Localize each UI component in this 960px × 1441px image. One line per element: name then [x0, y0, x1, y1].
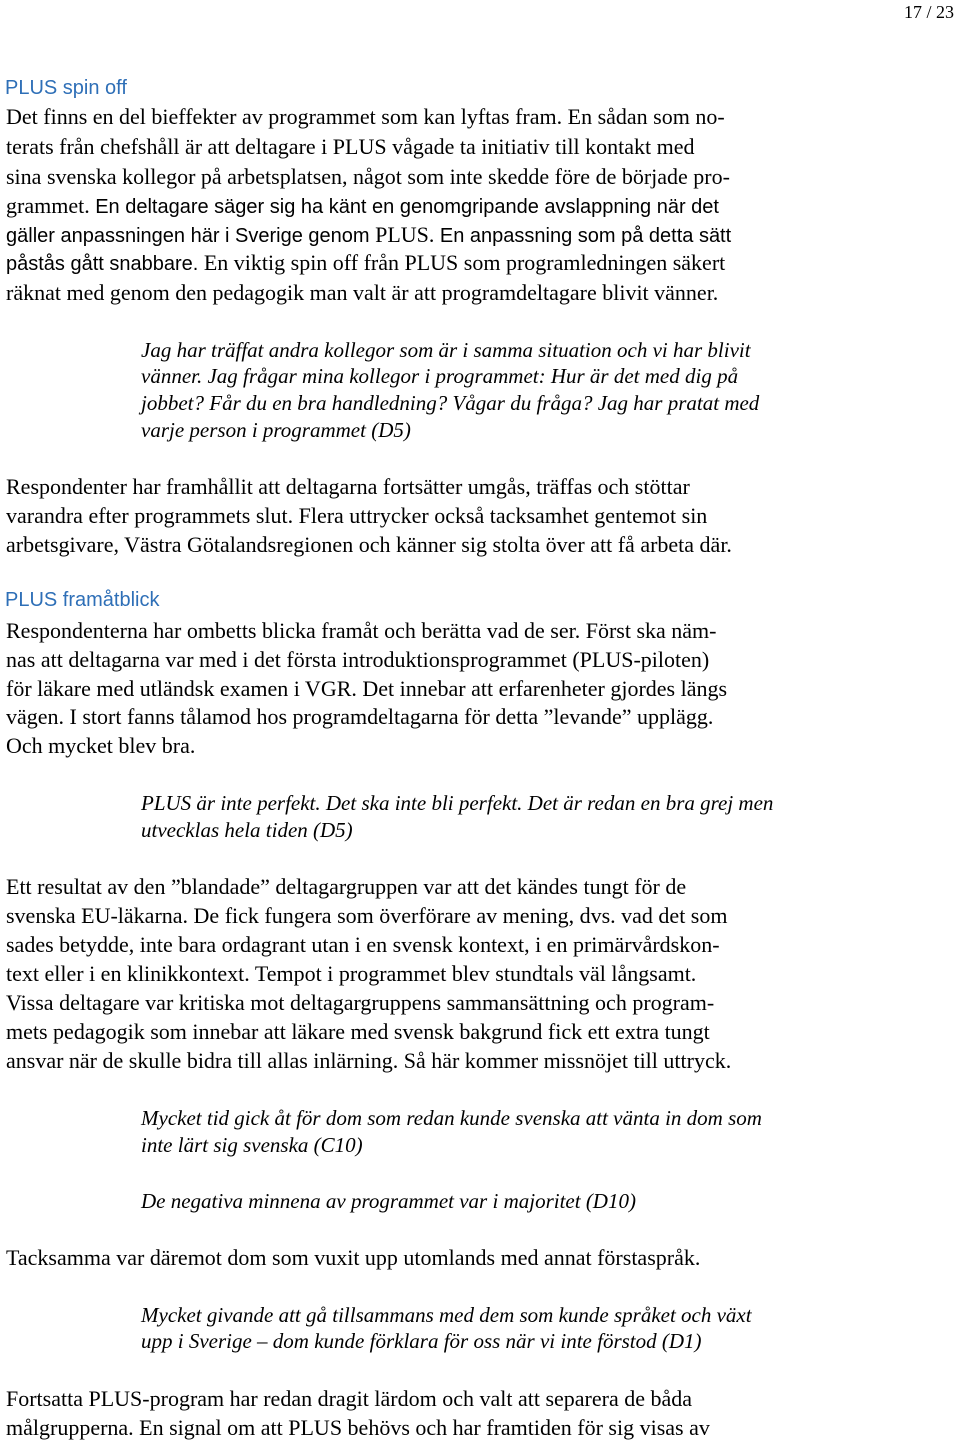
- paragraph-line: Det finns en del bieffekter av programmet som kan lyftas fram. En sådan som no-: [6, 104, 725, 129]
- paragraph-line: Tacksamma var däremot dom som vuxit upp utomlands med annat förstaspråk.: [6, 1245, 701, 1270]
- section-heading: PLUS framåtblick: [5, 589, 160, 611]
- quote-line: Jag har träffat andra kollegor som är i samma situation och vi har blivit: [141, 338, 751, 362]
- quote-line: De negativa minnena av programmet var i majoritet (D10): [141, 1189, 636, 1213]
- paragraph-line: räknat med genom den pedagogik man valt är att programdeltagare blivit vänner.: [6, 280, 719, 305]
- page-number: 17 / 23: [903, 2, 954, 22]
- paragraph-line: Fortsatta PLUS-program har redan dragit lärdom och valt att separera de båda: [6, 1386, 693, 1411]
- paragraph-line: Respondenter har framhållit att deltagarna fortsätter umgås, träffas och stöttar: [6, 474, 690, 499]
- quote-line: varje person i programmet (D5): [141, 418, 411, 442]
- quote-line: utvecklas hela tiden (D5): [141, 818, 353, 842]
- quote-line: Mycket tid gick åt för dom som redan kunde svenska att vänta in dom som: [141, 1106, 762, 1130]
- text-segment: En anpassning som på detta sätt: [439, 225, 732, 247]
- paragraph-line: ansvar när de skulle bidra till allas inlärning. Så här kommer missnöjet till uttryck.: [6, 1048, 732, 1073]
- paragraph-line: sades betydde, inte bara ordagrant utan i en svensk kontext, i en primärvårdskon-: [6, 932, 720, 957]
- paragraph-line: mets pedagogik som innebar att läkare med svensk bakgrund fick ett extra tungt: [6, 1019, 710, 1044]
- text-segment: PLUS.: [375, 222, 435, 247]
- paragraph-line: för läkare med utländsk examen i VGR. Det innebar att erfarenheter gjordes längs: [6, 676, 728, 701]
- paragraph-line: vägen. I stort fanns tålamod hos programdeltagarna för detta ”levande” upplägg.: [6, 704, 714, 729]
- paragraph-line: text eller i en klinikkontext. Tempot i programmet blev stundtals väl långsamt.: [6, 961, 697, 986]
- quote-line: vänner. Jag frågar mina kollegor i programmet: Hur är det med dig på: [141, 364, 739, 388]
- paragraph-line: målgrupperna. En signal om att PLUS behövs och har framtiden för sig visas av: [6, 1415, 710, 1440]
- paragraph-line: nas att deltagarna var med i det första introduktionsprogrammet (PLUS-piloten): [6, 647, 710, 672]
- quote-line: upp i Sverige – dom kunde förklara för oss när vi inte förstod (D1): [141, 1329, 702, 1353]
- paragraph-line: Respondenterna har ombetts blicka framåt och berätta vad de ser. Först ska näm-: [6, 618, 717, 643]
- paragraph-line: Vissa deltagare var kritiska mot deltagargruppens sammansättning och program-: [6, 990, 715, 1015]
- text-segment: En deltagare säger sig ha känt en genomgripande avslappning när det: [95, 196, 719, 218]
- paragraph-line: [6, 194, 719, 219]
- quote-line: Mycket givande att gå tillsammans med dem som kunde språket och växt: [141, 1303, 752, 1327]
- paragraph-line: terats från chefshåll är att deltagare i PLUS vågade ta initiativ till kontakt med: [6, 134, 695, 159]
- text-segment: gäller anpassningen här i Sverige genom: [6, 225, 370, 247]
- text-segment: grammet.: [6, 193, 90, 218]
- quote-line: inte lärt sig svenska (C10): [141, 1133, 363, 1157]
- paragraph-line: sina svenska kollegor på arbetsplatsen, något som inte skedde före de började pro-: [6, 164, 730, 189]
- paragraph-line: [6, 251, 725, 276]
- section-heading: PLUS spin off: [5, 77, 127, 99]
- paragraph-line: Ett resultat av den ”blandade” deltagargruppen var att det kändes tungt för de: [6, 874, 687, 899]
- text-segment: En viktig spin off från PLUS som programledningen säkert: [203, 250, 726, 275]
- paragraph-line: svenska EU-läkarna. De fick fungera som överförare av mening, dvs. vad det som: [6, 903, 728, 928]
- paragraph-line: varandra efter programmets slut. Flera uttrycker också tacksamhet gentemot sin: [6, 503, 708, 528]
- text-segment: påstås gått snabbare.: [6, 253, 199, 275]
- paragraph-line: Och mycket blev bra.: [6, 733, 196, 758]
- quote-line: jobbet? Får du en bra handledning? Vågar du fråga? Jag har pratat med: [141, 391, 760, 415]
- paragraph-line: arbetsgivare, Västra Götalandsregionen och känner sig stolta över att få arbeta där.: [6, 532, 732, 557]
- quote-line: PLUS är inte perfekt. Det ska inte bli perfekt. Det är redan en bra grej men: [141, 791, 774, 815]
- paragraph-line: [6, 223, 731, 248]
